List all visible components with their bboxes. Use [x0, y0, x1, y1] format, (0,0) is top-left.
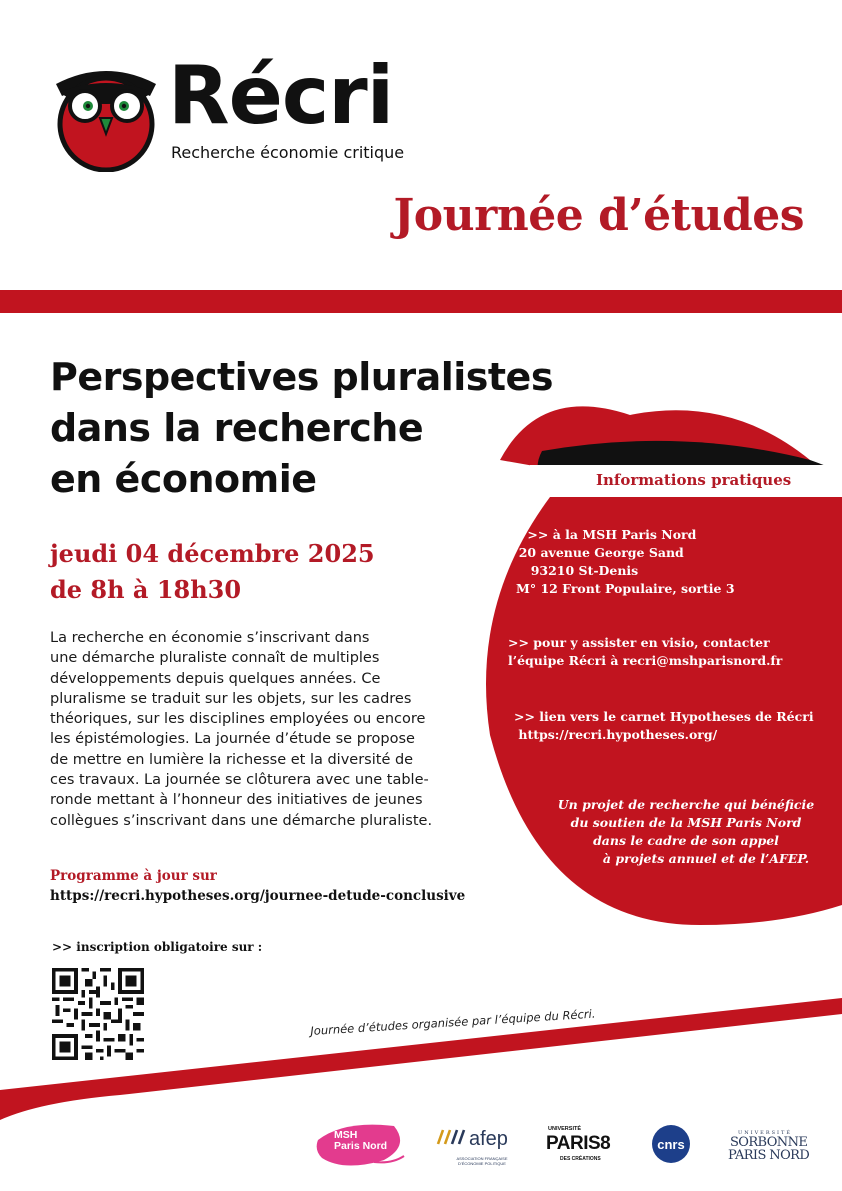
date-line: jeudi 04 décembre 2025 — [50, 539, 375, 568]
event-type-heading: Journée d’études — [393, 190, 804, 241]
address-line: M° 12 Front Populaire, sortie 3 — [516, 581, 735, 596]
afep-wordmark: afep — [469, 1128, 508, 1150]
brand-tagline: Recherche économie critique — [171, 143, 405, 162]
description-line: de mettre en lumière la richesse et la diversité de — [50, 751, 414, 768]
paris8-top: UNIVERSITÉ — [548, 1126, 582, 1132]
cnrs-logo — [650, 1124, 692, 1164]
description-line: une démarche pluraliste connaît de multiples — [50, 650, 380, 667]
description-line: pluralisme se traduit sur les objets, sur les cadres — [50, 690, 412, 707]
info-heading: Informations pratiques — [596, 471, 792, 489]
program-link[interactable]: https://recri.hypotheses.org/journee-detude-conclusive — [50, 888, 466, 904]
description-line: développements depuis quelques années. Ce — [50, 670, 381, 687]
spn-top: UNIVERSITÉ — [738, 1130, 792, 1136]
venue-address — [510, 526, 735, 598]
title-line: en économie — [50, 457, 317, 501]
address-line: 20 avenue George Sand — [510, 545, 684, 560]
address-line: 93210 St-Denis — [522, 563, 639, 578]
funding-line: du soutien de la MSH Paris Nord — [570, 815, 802, 830]
description-line: ronde mettant à l’honneur des initiatives de jeunes — [50, 792, 423, 809]
address-line: >> à la MSH Paris Nord — [510, 527, 697, 542]
owl-logo-icon — [50, 62, 162, 172]
funding-line: Un projet de recherche qui bénéficie — [557, 797, 815, 812]
funding-note — [556, 796, 816, 868]
event-description — [50, 628, 482, 831]
description-line: théoriques, sur les disciplines employées ou encore — [50, 711, 426, 728]
afep-stripes-icon — [436, 1124, 468, 1150]
carnet-link-info — [514, 708, 814, 744]
description-line: La recherche en économie s’inscrivant dans — [50, 630, 370, 646]
afep-logo — [436, 1124, 526, 1170]
svg-text:cnrs: cnrs — [657, 1137, 685, 1152]
paris8-subtitle: DES CRÉATIONS — [560, 1156, 601, 1162]
organizer-note: Journée d’études organisée par l’équipe du Récri. — [310, 1006, 596, 1038]
spn-paris-nord: PARIS NORD — [728, 1148, 810, 1163]
funding-line: dans le cadre de son appel — [593, 833, 779, 848]
msh-logo-text: MSH Paris Nord — [334, 1129, 388, 1152]
msh-paris-nord-logo — [314, 1120, 408, 1168]
funding-line: à projets annuel et de l’AFEP. — [602, 851, 810, 866]
program-label: Programme à jour sur — [50, 868, 217, 884]
title-line: dans la recherche — [50, 406, 424, 450]
bottom-red-band — [0, 990, 842, 1120]
carnet-line: >> lien vers le carnet Hypotheses de Récri — [514, 709, 814, 724]
brand-name: Récri — [168, 49, 394, 142]
carnet-url[interactable]: https://recri.hypotheses.org/ — [514, 727, 718, 742]
registration-label: >> inscription obligatoire sur : — [52, 940, 263, 954]
spn-sorbonne: SORBONNE — [730, 1135, 808, 1150]
description-line: collègues s’inscrivant dans une démarche pluraliste. — [50, 812, 433, 829]
event-date — [50, 536, 375, 608]
time-line: de 8h à 18h30 — [50, 575, 242, 604]
visio-line: >> pour y assister en visio, contacter — [508, 635, 770, 650]
paris8-wordmark: PARIS8 — [546, 1133, 611, 1154]
sorbonne-paris-nord-logo — [728, 1130, 812, 1166]
cnrs-circle-icon — [650, 1124, 692, 1164]
visio-info — [508, 634, 782, 670]
top-red-band — [0, 290, 842, 313]
description-line: les épistémologies. La journée d’étude se propose — [50, 731, 415, 748]
visio-contact[interactable]: l’équipe Récri à recri@mshparisnord.fr — [508, 653, 783, 668]
afep-subtitle: ASSOCIATION FRANÇAISE D'ÉCONOMIE POLITIQUE — [456, 1156, 508, 1166]
description-line: ces travaux. La journée se clôturera avec une table- — [50, 772, 429, 789]
paris8-logo — [546, 1126, 616, 1166]
title-line: Perspectives pluralistes — [50, 355, 553, 399]
